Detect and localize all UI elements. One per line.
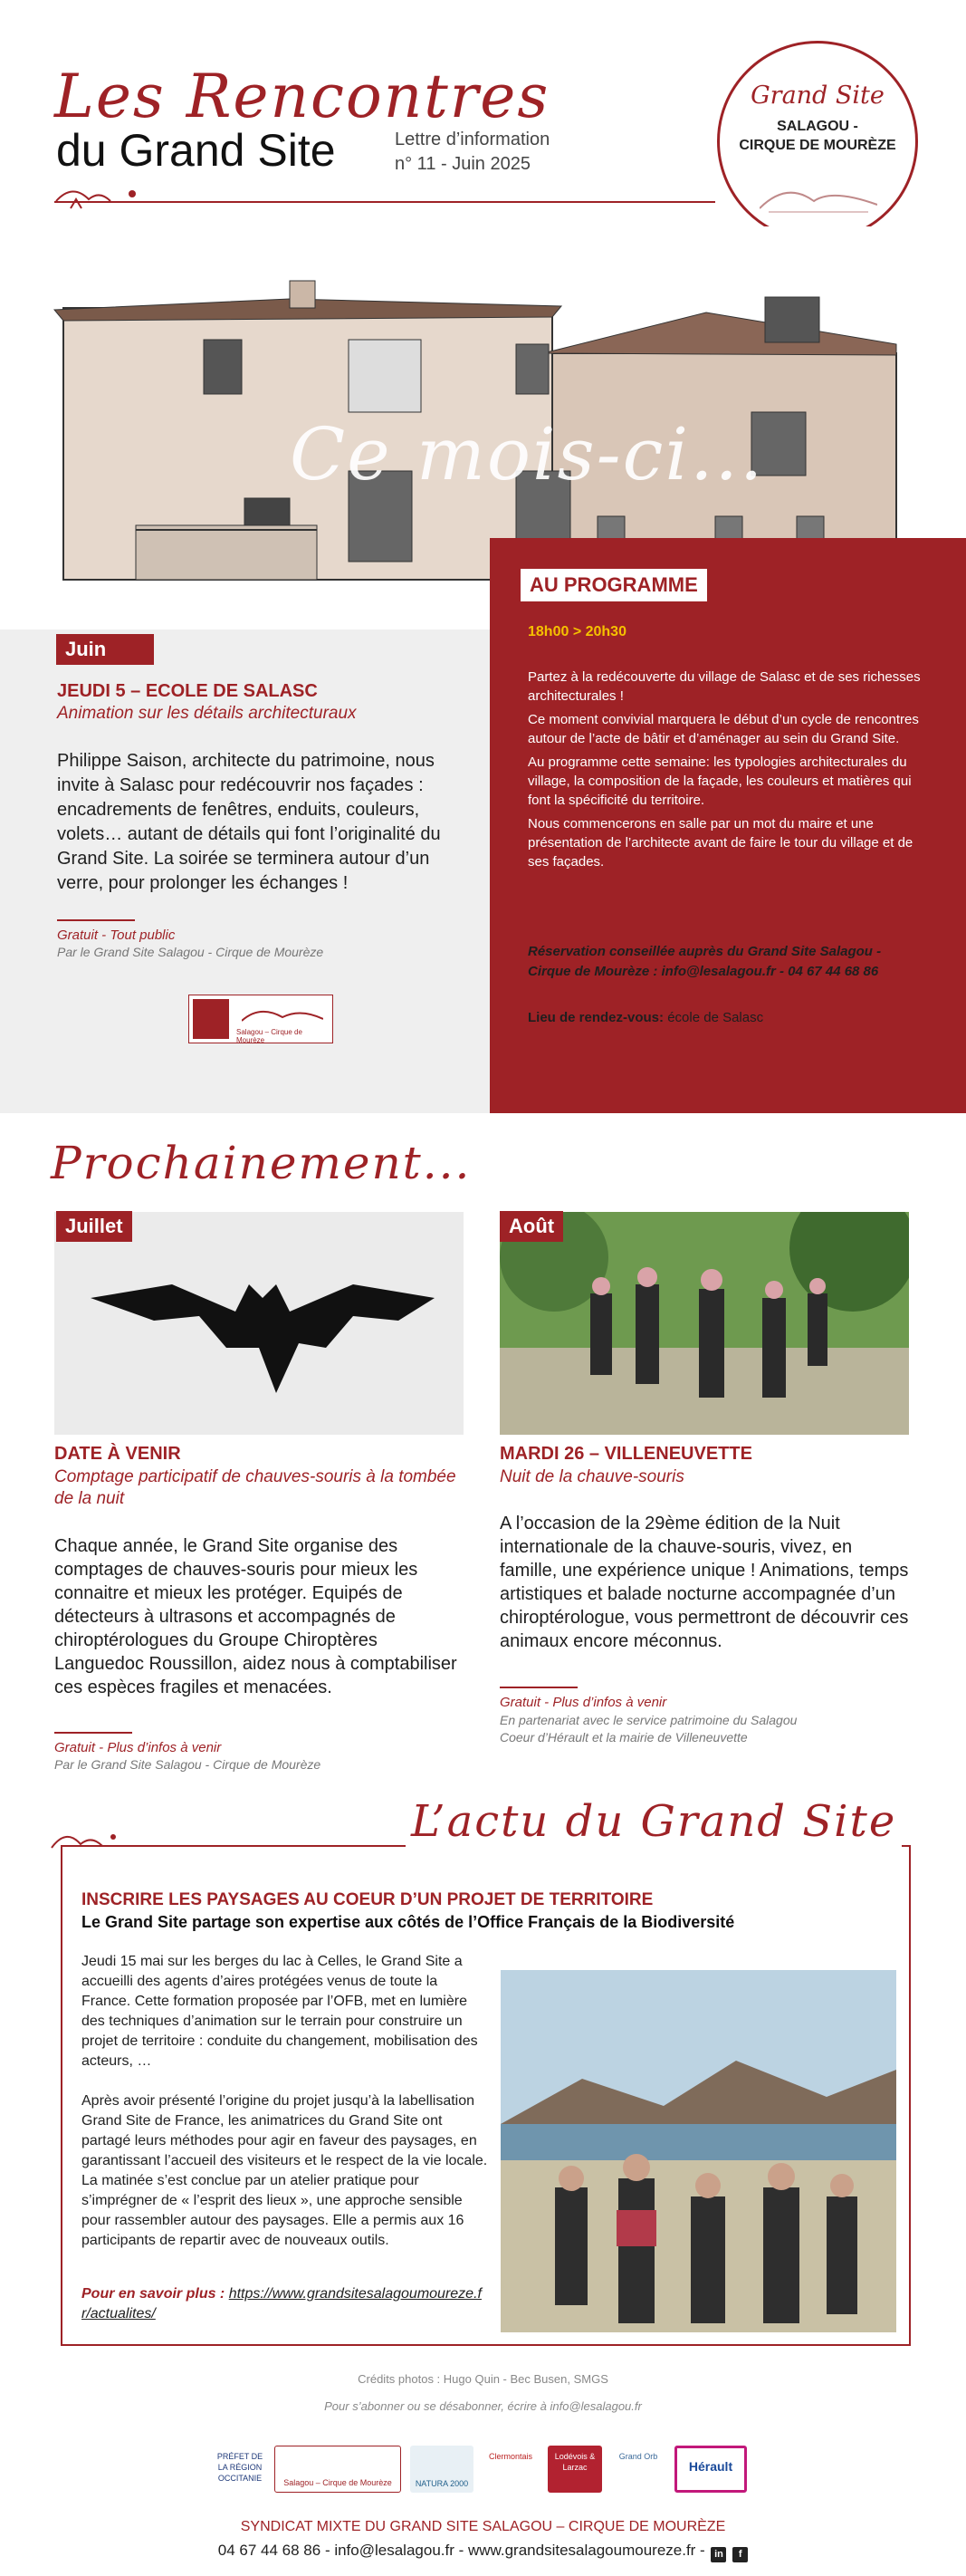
actu-more-link [81,2284,489,2324]
meeting-place [528,1010,763,1025]
partner-logo-prefet: PRÉFET DE LA RÉGION OCCITANIE [216,2452,263,2483]
july-event-subtitle: Comptage participatif de chauves-souris à la tombée de la nuit [54,1467,456,1508]
hero-overlay-title: Ce mois-ci... [290,412,765,496]
partner-logo-natura: NATURA 2000 [410,2446,473,2493]
more-url-link[interactable]: https://www.grandsitesalagoumoureze.fr/actualites/ [81,2286,482,2321]
logo-name-line1: SALAGOU - [777,119,858,134]
logo-caption: Salagou – Cirque de Mourèze [236,1028,302,1044]
august-organizer-line2: Coeur d’Hérault et la mairie de Villeneuvette [500,1730,748,1745]
logo-name-line2: CIRQUE DE MOURÈZE [739,138,896,153]
month-tag-august: Août [500,1211,563,1242]
programme-description [528,668,926,876]
meeting-place-value: école de Salasc [664,1010,764,1025]
june-divider [57,919,135,921]
actu-heading: INSCRIRE LES PAYSAGES AU COEUR D’UN PROJET DE TERRITOIRE [81,1890,654,1909]
contact-details[interactable]: 04 67 44 68 86 - info@lesalagou.fr - www.grandsitesalagoumoureze.fr - [217,2542,705,2559]
june-organizer: Par le Grand Site Salagou - Cirque de Mourèze [57,945,324,959]
photo-credits: Crédits photos : Hugo Quin - Bec Busen, SMGS [358,2372,608,2386]
actu-paragraph: Jeudi 15 mai sur les berges du lac à Celles, le Grand Site a accueilli des agents d’aires protégées venus de toute la France. Cette formation proposée par l’OFB, met en lumière des techniques d’animation sur le terrain pour construire un projet de territoire : conduite du changement, mobilisation des acteurs, … [81,1954,478,2069]
bat-silhouette-icon [54,1212,464,1435]
logo-hills-icon [242,1003,323,1024]
logo-name [720,117,915,155]
logo-mark [193,999,229,1039]
issue-info [395,128,550,177]
hills-decor-icon [54,181,163,217]
programme-paragraph: Ce moment convivial marquera le début d’un cycle de rencontres autour de l’acte de bâtir et d’aménager au sein du Grand Site. [528,712,919,746]
partner-logo-salagou: Salagou – Cirque de Mourèze [274,2446,401,2493]
header-divider [54,201,715,203]
august-divider [500,1687,578,1688]
facebook-icon[interactable]: f [732,2547,748,2562]
july-event-description: Chaque année, le Grand Site organise des comptages de chauves-souris pour mieux les connaitre et mieux les protéger. Equipés de détecteurs à ultrasons et accompagnés de chiroptérologues du Groupe Chiroptères Languedoc Roussillon, aidez nous à comptabiliser ces espèces fragiles et menacées. [54,1536,457,1697]
issue-label: Lettre d’information [395,130,550,149]
july-event-date: DATE À VENIR [54,1444,181,1464]
august-price: Gratuit - Plus d’infos à venir [500,1695,667,1710]
newsletter-title-line2: du Grand Site [56,125,336,176]
june-event-subtitle: Animation sur les détails architecturaux [57,704,357,723]
group-outdoor-scene [500,1212,909,1435]
partner-logo-grand-orb: Grand Orb [618,2452,658,2461]
partner-logos [213,2446,756,2496]
logo-grand-site-text: Grand Site [751,82,885,110]
june-event-date: JEUDI 5 – ECOLE DE SALASC [57,681,318,701]
august-organizer [500,1712,797,1746]
partner-logo-herault: Hérault [674,2446,747,2493]
august-event-date: MARDI 26 – VILLENEUVETTE [500,1444,752,1464]
programme-time: 18h00 > 20h30 [528,624,626,639]
programme-paragraph: Nous commencerons en salle par un mot du maire et une présentation de l’architecte avant de faire le tour du village et de ses façades. [528,816,913,870]
newsletter-title-line1: Les Rencontres [54,62,550,131]
month-tag-june: Juin [56,634,154,665]
logo-hills-icon [760,178,877,214]
grand-site-partner-logo [188,995,333,1043]
actu-subheading: Le Grand Site partage son expertise aux côtés de l’Office Français de la Biodiversité [81,1913,735,1931]
partner-logo-clermontais: Clermontais [488,2452,532,2461]
contact-line [0,2542,966,2562]
partner-logo-lodevois: Lodévois & Larzac [548,2446,602,2493]
programme-paragraph: Au programme cette semaine: les typologies architecturales du village, la composition de la façade, les couleurs et matières qui font la spécificité du territoire. [528,755,912,808]
july-price: Gratuit - Plus d’infos à venir [54,1740,222,1755]
august-event-subtitle: Nuit de la chauve-souris [500,1467,684,1486]
programme-paragraph: Partez à la redécouverte du village de Salasc et de ses richesses architecturales ! [528,669,921,704]
more-label: Pour en savoir plus : [81,2286,229,2302]
june-event-description: Philippe Saison, architecte du patrimoine, nous invite à Salasc pour redécouvrir nos façades : encadrements de fenêtres, enduits, couleurs, volets… autant de détails qui font l’originalité du Grand Site. La soirée se terminera autour d’un verre, pour prolonger les échanges ! [57,751,441,893]
meeting-place-label: Lieu de rendez-vous: [528,1010,665,1025]
july-divider [54,1732,132,1734]
linkedin-icon[interactable]: in [711,2547,726,2562]
grand-site-logo[interactable] [717,41,918,242]
programme-tag: AU PROGRAMME [521,569,707,601]
lake-landscape-scene [501,1970,896,2332]
upcoming-section-title: Prochainement... [51,1137,472,1189]
actu-article [81,1952,489,2251]
august-organizer-line1: En partenariat avec le service patrimoine du Salagou [500,1713,798,1727]
actu-paragraph: Après avoir présenté l’origine du projet jusqu’à la labellisation Grand Site de France, les animatrices du Grand Site ont partagé leurs méthodes pour agir en faveur des paysages, en garantissant l’accueil des visiteurs et le respect de la vie locale. La matinée s’est conclue par un atelier pratique pour s’imprégner de « l’esprit des lieux », une approche sensible pour rassembler autour des paysages. Elle a permis aux 16 participants de repartir avec de nouveaux outils. [81,2093,488,2248]
lake-visit-photo [501,1970,896,2332]
june-price: Gratuit - Tout public [57,928,176,943]
august-event-description: A l’occasion de la 29ème édition de la Nuit internationale de la chauve-souris, vivez, en famille, une expérience unique ! Animations, temps artistiques et balade nocturne accompagnée d’un chiroptérologue, vous permettront de découvrir ces animaux encore méconnus. [500,1514,909,1651]
month-tag-july: Juillet [56,1211,132,1242]
actu-section-title: L’actu du Grand Site [406,1796,902,1847]
issue-number: n° 11 - Juin 2025 [395,154,531,174]
organization-name: SYNDICAT MIXTE DU GRAND SITE SALAGOU – CIRQUE DE MOURÈZE [240,2519,726,2534]
july-organizer: Par le Grand Site Salagou - Cirque de Mourèze [54,1757,321,1772]
unsubscribe-info[interactable]: Pour s’abonner ou se désabonner, écrire à info@lesalagou.fr [324,2399,642,2413]
bat-photo [54,1212,464,1435]
reservation-info[interactable]: Réservation conseillée auprès du Grand Site Salagou - Cirque de Mourèze : info@lesalagou.fr - 04 67 44 68 86 [528,944,882,979]
group-walk-photo [500,1212,909,1435]
